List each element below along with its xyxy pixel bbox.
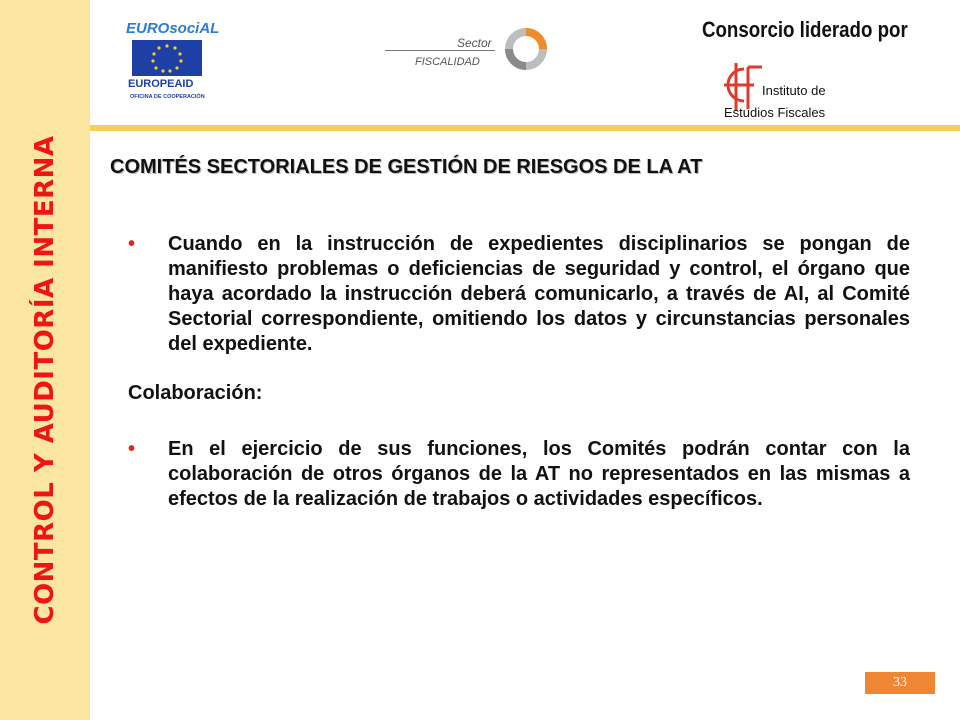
ief-name-line2: Estudios Fiscales: [724, 105, 826, 120]
ief-name-line1: Instituto de: [762, 83, 826, 98]
page-number: 33: [865, 672, 935, 694]
europeaid-label: EUROPEAID: [128, 78, 194, 90]
consorcio-logo: [700, 15, 908, 125]
bullet-marker: •: [128, 233, 136, 255]
sidebar-title: CONTROL Y AUDITORÍA INTERNA: [30, 135, 60, 625]
bullet-text: En el ejercicio de sus funciones, los Comités podrán contar con la colaboración de otros órganos de la AT no representados en las mismas a efectos de la realización de trabajos o actividades específicos.: [168, 438, 910, 510]
cooperation-label: OFICINA DE COOPERACIÓN: [130, 94, 205, 100]
slide-content: [128, 232, 910, 512]
bullet-item: [128, 437, 910, 512]
sector-line: [385, 50, 495, 51]
bullet-text: Cuando en la instrucción de expedientes disciplinarios se pongan de manifiesto problemas o deficiencias de seguridad y control, el órgano que haya acordado la instrucción deberá comunicarlo, a través de AI, al Comité Sectorial correspondiente, omitiendo los datos y circunstancias personales del expediente.: [168, 233, 910, 355]
section-label: Colaboración:: [128, 382, 263, 404]
consorcio-heading: Consorcio liderado por: [702, 17, 908, 42]
sector-fiscalidad-logo: [385, 20, 555, 80]
sector-label: Sector: [457, 36, 492, 50]
slide-title: COMITÉS SECTORIALES DE GESTIÓN DE RIESGOS DE LA AT: [110, 156, 703, 178]
bullet-marker: •: [128, 438, 136, 460]
eurosocial-logo: [120, 6, 220, 106]
bullet-item: [128, 232, 910, 357]
fiscalidad-label: FISCALIDAD: [415, 56, 480, 68]
header-divider: [90, 125, 960, 131]
eurosocial-wordmark: EUROsociAL: [126, 20, 220, 37]
eu-flag-icon: [132, 40, 202, 76]
sidebar: [0, 0, 90, 720]
sector-ring-icon: [503, 26, 549, 72]
